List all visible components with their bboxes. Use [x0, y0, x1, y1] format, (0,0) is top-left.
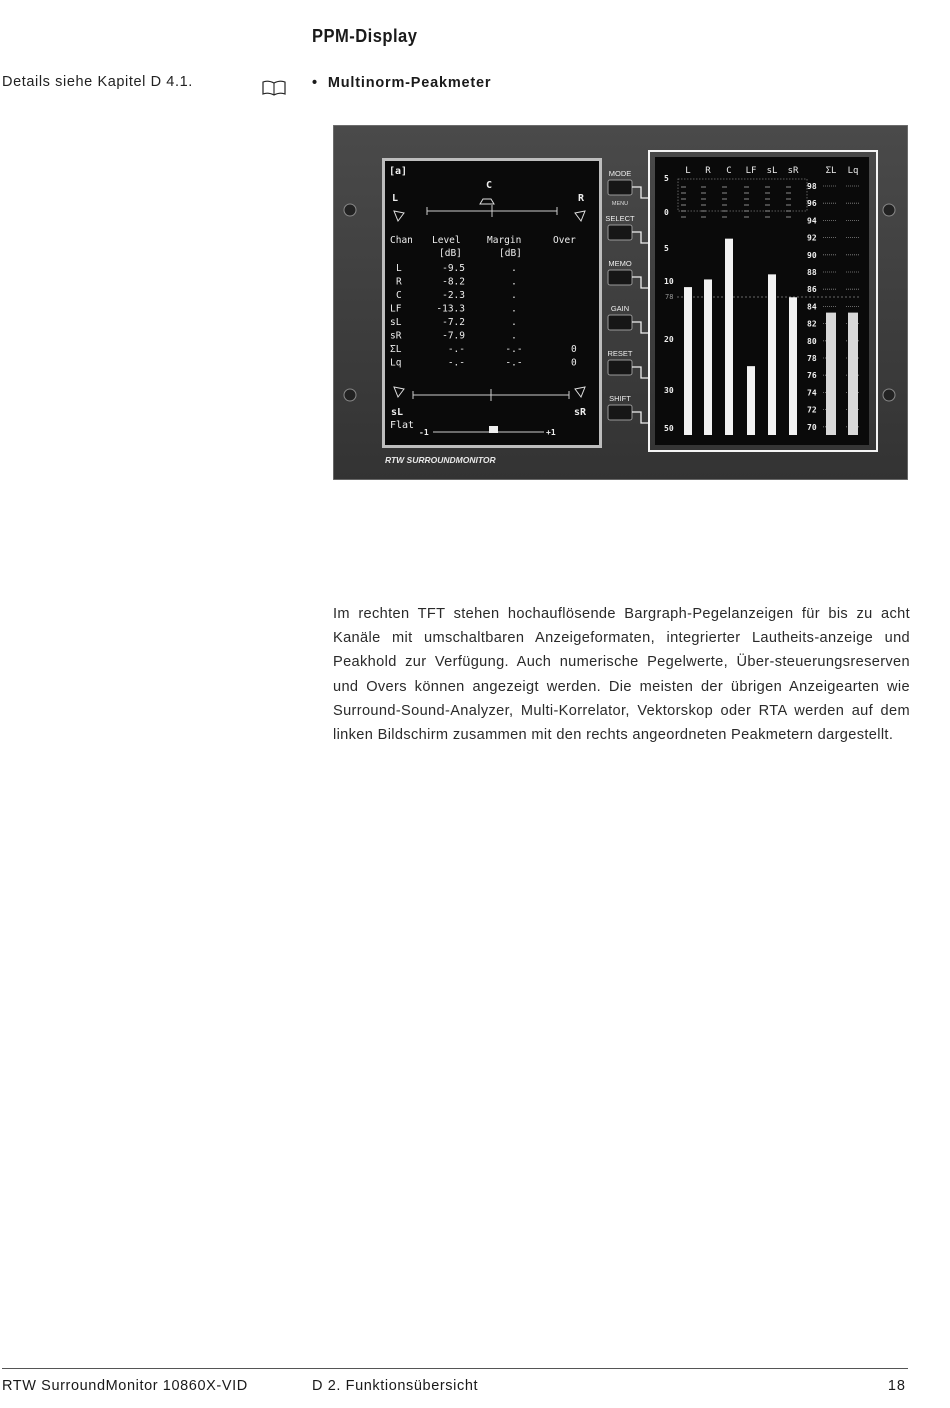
channel-column-label: C [726, 166, 732, 176]
mode-tag: [a] [389, 166, 408, 177]
flat-max-label: +1 [546, 428, 556, 437]
shift-button[interactable] [608, 405, 632, 420]
bullet-text: Multinorm-Peakmeter [327, 75, 492, 91]
book-icon [262, 80, 286, 96]
channel-over: 0 [571, 357, 577, 369]
unit-header: [dB] [439, 248, 462, 259]
channel-margin: . [511, 303, 517, 315]
level-bar [789, 297, 797, 435]
channel-margin: -.- [505, 357, 523, 369]
flat-indicator [489, 426, 498, 433]
scale-tick-label: 5 [664, 174, 669, 183]
scale-tick-label: 0 [664, 208, 669, 217]
screw-icon [883, 204, 895, 216]
scale-tick-label: 50 [664, 424, 674, 433]
channel-name: sR [390, 330, 402, 342]
bullet-heading [312, 75, 491, 91]
margin-note: Details siehe Kapitel D 4.1. [2, 74, 193, 90]
select-button[interactable] [608, 225, 632, 240]
channel-column-label: LF [745, 166, 757, 176]
screw-icon [344, 389, 356, 401]
mode-button[interactable] [608, 180, 632, 195]
table-header: Level [432, 235, 461, 246]
button-label: SELECT [605, 214, 635, 223]
footer-product: RTW SurroundMonitor 10860X-VID [2, 1378, 248, 1394]
channel-name: Lq [390, 357, 402, 369]
button-label: MEMO [608, 259, 632, 268]
loudness-column-label: Lq [847, 166, 859, 176]
loudness-tick-label: 82 [807, 319, 817, 329]
table-header: Chan [390, 235, 413, 246]
channel-margin: . [511, 317, 517, 328]
right-screen [649, 151, 877, 451]
button-label: MODE [608, 169, 632, 178]
loudness-bar [826, 313, 836, 435]
loudness-tick-label: 84 [807, 302, 817, 312]
footer-rule [2, 1368, 908, 1369]
channel-column-label: sR [787, 166, 799, 176]
left-screen [382, 158, 602, 448]
screw-icon [344, 204, 356, 216]
loudness-tick-label: 92 [807, 233, 817, 243]
footer-chapter: D 2. Funktionsübersicht [312, 1378, 479, 1394]
scale-tick-label: 30 [664, 386, 674, 395]
loudness-tick-label: 74 [807, 388, 817, 398]
channel-name: C [396, 290, 402, 301]
channel-level: -7.2 [442, 317, 465, 328]
speaker-label-l: L [392, 193, 399, 204]
loudness-tick-label: 90 [807, 250, 817, 260]
button-sublabel: MENU [611, 201, 629, 207]
reset-button[interactable] [608, 360, 632, 375]
bullet-symbol: • [312, 75, 318, 91]
loudness-tick-label: 72 [807, 405, 817, 415]
unit-header: [dB] [499, 248, 522, 259]
level-bar [704, 279, 712, 435]
loudness-tick-label: 80 [807, 336, 817, 346]
flat-min-label: -1 [419, 428, 429, 437]
speaker-label-sl: sL [391, 407, 404, 418]
page-number: 18 [887, 1378, 906, 1394]
channel-margin: . [511, 263, 517, 274]
device-panel [333, 125, 908, 480]
table-header: Over [553, 235, 576, 246]
speaker-label-sr: sR [574, 407, 587, 418]
flat-label: Flat [390, 420, 415, 431]
level-bar [684, 287, 692, 435]
memo-button[interactable] [608, 270, 632, 285]
channel-margin: -.- [505, 344, 523, 355]
channel-name: sL [390, 317, 402, 328]
channel-name: R [396, 276, 402, 288]
channel-name: LF [390, 303, 402, 315]
gain-button[interactable] [608, 315, 632, 330]
scale-tick-label: 10 [664, 277, 674, 286]
speaker-label-r: R [578, 193, 585, 204]
loudness-tick-label: 86 [807, 285, 817, 295]
channel-column-label: L [685, 166, 691, 176]
marker-label: 78 [665, 293, 674, 301]
section-title: PPM-Display [312, 26, 418, 46]
channel-column-label: R [705, 166, 711, 176]
scale-tick-label: 20 [664, 335, 674, 344]
channel-level: -.- [447, 357, 465, 369]
loudness-tick-label: 98 [807, 182, 817, 191]
loudness-bar [848, 313, 858, 435]
channel-margin: . [511, 330, 517, 342]
channel-margin: . [511, 290, 517, 301]
channel-level: -2.3 [442, 290, 465, 301]
button-label: GAIN [610, 304, 630, 313]
scale-tick-label: 5 [664, 244, 669, 253]
channel-level: -9.5 [442, 263, 465, 274]
loudness-column-label: ΣL [825, 166, 837, 176]
channel-name: L [396, 263, 402, 274]
channel-level: -13.3 [436, 303, 465, 315]
loudness-tick-label: 78 [807, 354, 817, 363]
channel-over: 0 [571, 344, 577, 355]
loudness-tick-label: 76 [807, 371, 817, 381]
loudness-tick-label: 94 [807, 216, 817, 226]
channel-level: -.- [447, 344, 465, 355]
loudness-tick-label: 70 [807, 422, 817, 432]
button-label: RESET [607, 349, 633, 358]
channel-column-label: sL [766, 166, 778, 176]
loudness-tick-label: 88 [807, 268, 817, 277]
body-paragraph: Im rechten TFT stehen hochauflösende Bargraph-Pegelanzeigen für bis zu acht Kanäle mit umschaltbaren Anzeigeformaten, integrierter Lautheits-anzeige und Peakhold zur Verfügung. Auch numerische Pegelwerte, Über-steuerungsreserven und Overs können angezeigt werden. Die meisten der übrigen Anzeigearten wie Surround-Sound-Analyzer, Multi-Korrelator, Vektorskop oder RTA werden auf dem linken Bildschirm zusammen mit den rechts angeordneten Peakmetern dargestellt. [333, 606, 910, 744]
level-bar [725, 239, 733, 435]
channel-name: ΣL [390, 344, 402, 355]
loudness-tick-label: 96 [807, 199, 817, 209]
channel-level: -7.9 [442, 330, 465, 342]
channel-margin: . [511, 276, 517, 288]
speaker-label-c: C [486, 180, 493, 191]
channel-level: -8.2 [442, 276, 465, 288]
level-bar [768, 274, 776, 435]
screw-icon [883, 389, 895, 401]
table-header: Margin [487, 235, 522, 246]
button-label: SHIFT [609, 394, 631, 403]
brand-label: RTW SURROUNDMONITOR [385, 455, 496, 465]
level-bar [747, 366, 755, 435]
